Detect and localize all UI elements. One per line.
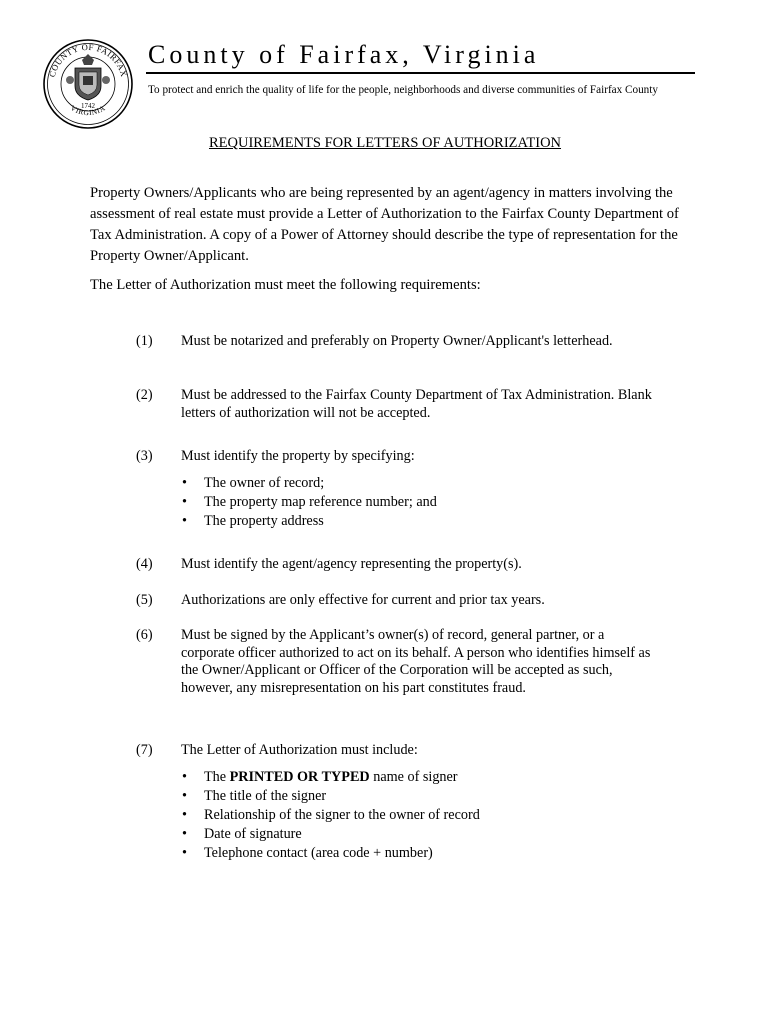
bullet-icon: • <box>182 787 187 804</box>
list-item-text: The property map reference number; and <box>204 493 437 510</box>
requirements-lead: The Letter of Authorization must meet the following requirements: <box>90 277 481 293</box>
list-item-text: Date of signature <box>204 825 302 842</box>
list-item-text: The property address <box>204 512 324 529</box>
bullet-icon: • <box>182 493 187 510</box>
requirement-number: (5) <box>136 592 153 608</box>
requirement-number: (4) <box>136 556 153 572</box>
bullet-icon: • <box>182 512 187 529</box>
requirement-6 <box>136 627 656 697</box>
requirement-number: (7) <box>136 742 153 758</box>
requirement-2 <box>136 387 656 422</box>
list-item-text: The title of the signer <box>204 787 327 804</box>
header-tagline: To protect and enrich the quality of life for the people, neighborhoods and diverse communities of Fairfax County <box>148 84 658 96</box>
seal-bottom-text: VIRGINIA <box>69 103 107 118</box>
requirement-text: Must identify the agent/agency representing the property(s). <box>181 556 522 572</box>
requirement-number: (6) <box>136 627 153 643</box>
list-item-suffix: name of signer <box>369 768 458 785</box>
requirement-text: Must be notarized and preferably on Property Owner/Applicant's letterhead. <box>181 333 613 349</box>
list-item <box>181 768 656 787</box>
list-item-prefix: The <box>204 768 230 785</box>
seal-year: 1742 <box>81 102 95 110</box>
requirement-7-bullets <box>181 768 656 863</box>
list-item-text: The owner of record; <box>204 474 325 491</box>
bullet-icon: • <box>182 806 187 823</box>
requirement-number: (1) <box>136 333 153 349</box>
requirement-text: Must identify the property by specifying: <box>181 448 415 464</box>
list-item-text: Relationship of the signer to the owner of record <box>204 806 480 823</box>
requirement-text: Authorizations are only effective for current and prior tax years. <box>181 592 545 608</box>
seal-emblem <box>66 54 110 100</box>
list-item <box>181 844 656 863</box>
requirement-5 <box>136 592 656 610</box>
bullet-icon: • <box>182 474 187 491</box>
list-item <box>181 787 656 806</box>
list-item-emphasis: PRINTED OR TYPED <box>229 768 370 785</box>
requirement-3 <box>136 448 656 531</box>
requirement-text: Must be addressed to the Fairfax County Department of Tax Administration. Blank letters of authorization will not be accepted. <box>181 387 652 421</box>
list-item <box>181 493 656 512</box>
requirement-number: (2) <box>136 387 153 403</box>
requirement-1 <box>136 333 656 351</box>
requirement-7 <box>136 742 656 863</box>
header-divider <box>146 72 695 74</box>
bullet-icon: • <box>182 768 187 785</box>
seal-top-text: COUNTY OF FAIRFAX <box>46 41 130 79</box>
requirement-text: Must be signed by the Applicant’s owner(s) of record, general partner, or a corporate officer authorized to act on its behalf. A person who identifies himself as the Owner/Applicant or Officer of the Corporation will be accepted as such, however, any misrepresentation on his part constitutes fraud. <box>181 627 651 696</box>
bullet-icon: • <box>182 825 187 842</box>
requirement-3-bullets <box>181 474 656 531</box>
list-item <box>181 474 656 493</box>
list-item <box>181 806 656 825</box>
requirement-text: The Letter of Authorization must include: <box>181 742 418 758</box>
requirement-4 <box>136 556 656 574</box>
page-title: County of Fairfax, Virginia <box>148 40 540 69</box>
document-heading: REQUIREMENTS FOR LETTERS OF AUTHORIZATION <box>208 135 562 151</box>
list-item-text: Telephone contact (area code + number) <box>204 844 433 861</box>
requirement-number: (3) <box>136 448 153 464</box>
list-item <box>181 825 656 844</box>
list-item <box>181 512 656 531</box>
county-seal-logo <box>42 38 134 130</box>
intro-paragraph: Property Owners/Applicants who are being represented by an agent/agency in matters involving the assessment of real estate must provide a Letter of Authorization to the Fairfax County Department of Tax Administration. A copy of a Power of Attorney should describe the type of representation for the Property Owner/Applicant. <box>90 185 679 264</box>
bullet-icon: • <box>182 844 187 861</box>
